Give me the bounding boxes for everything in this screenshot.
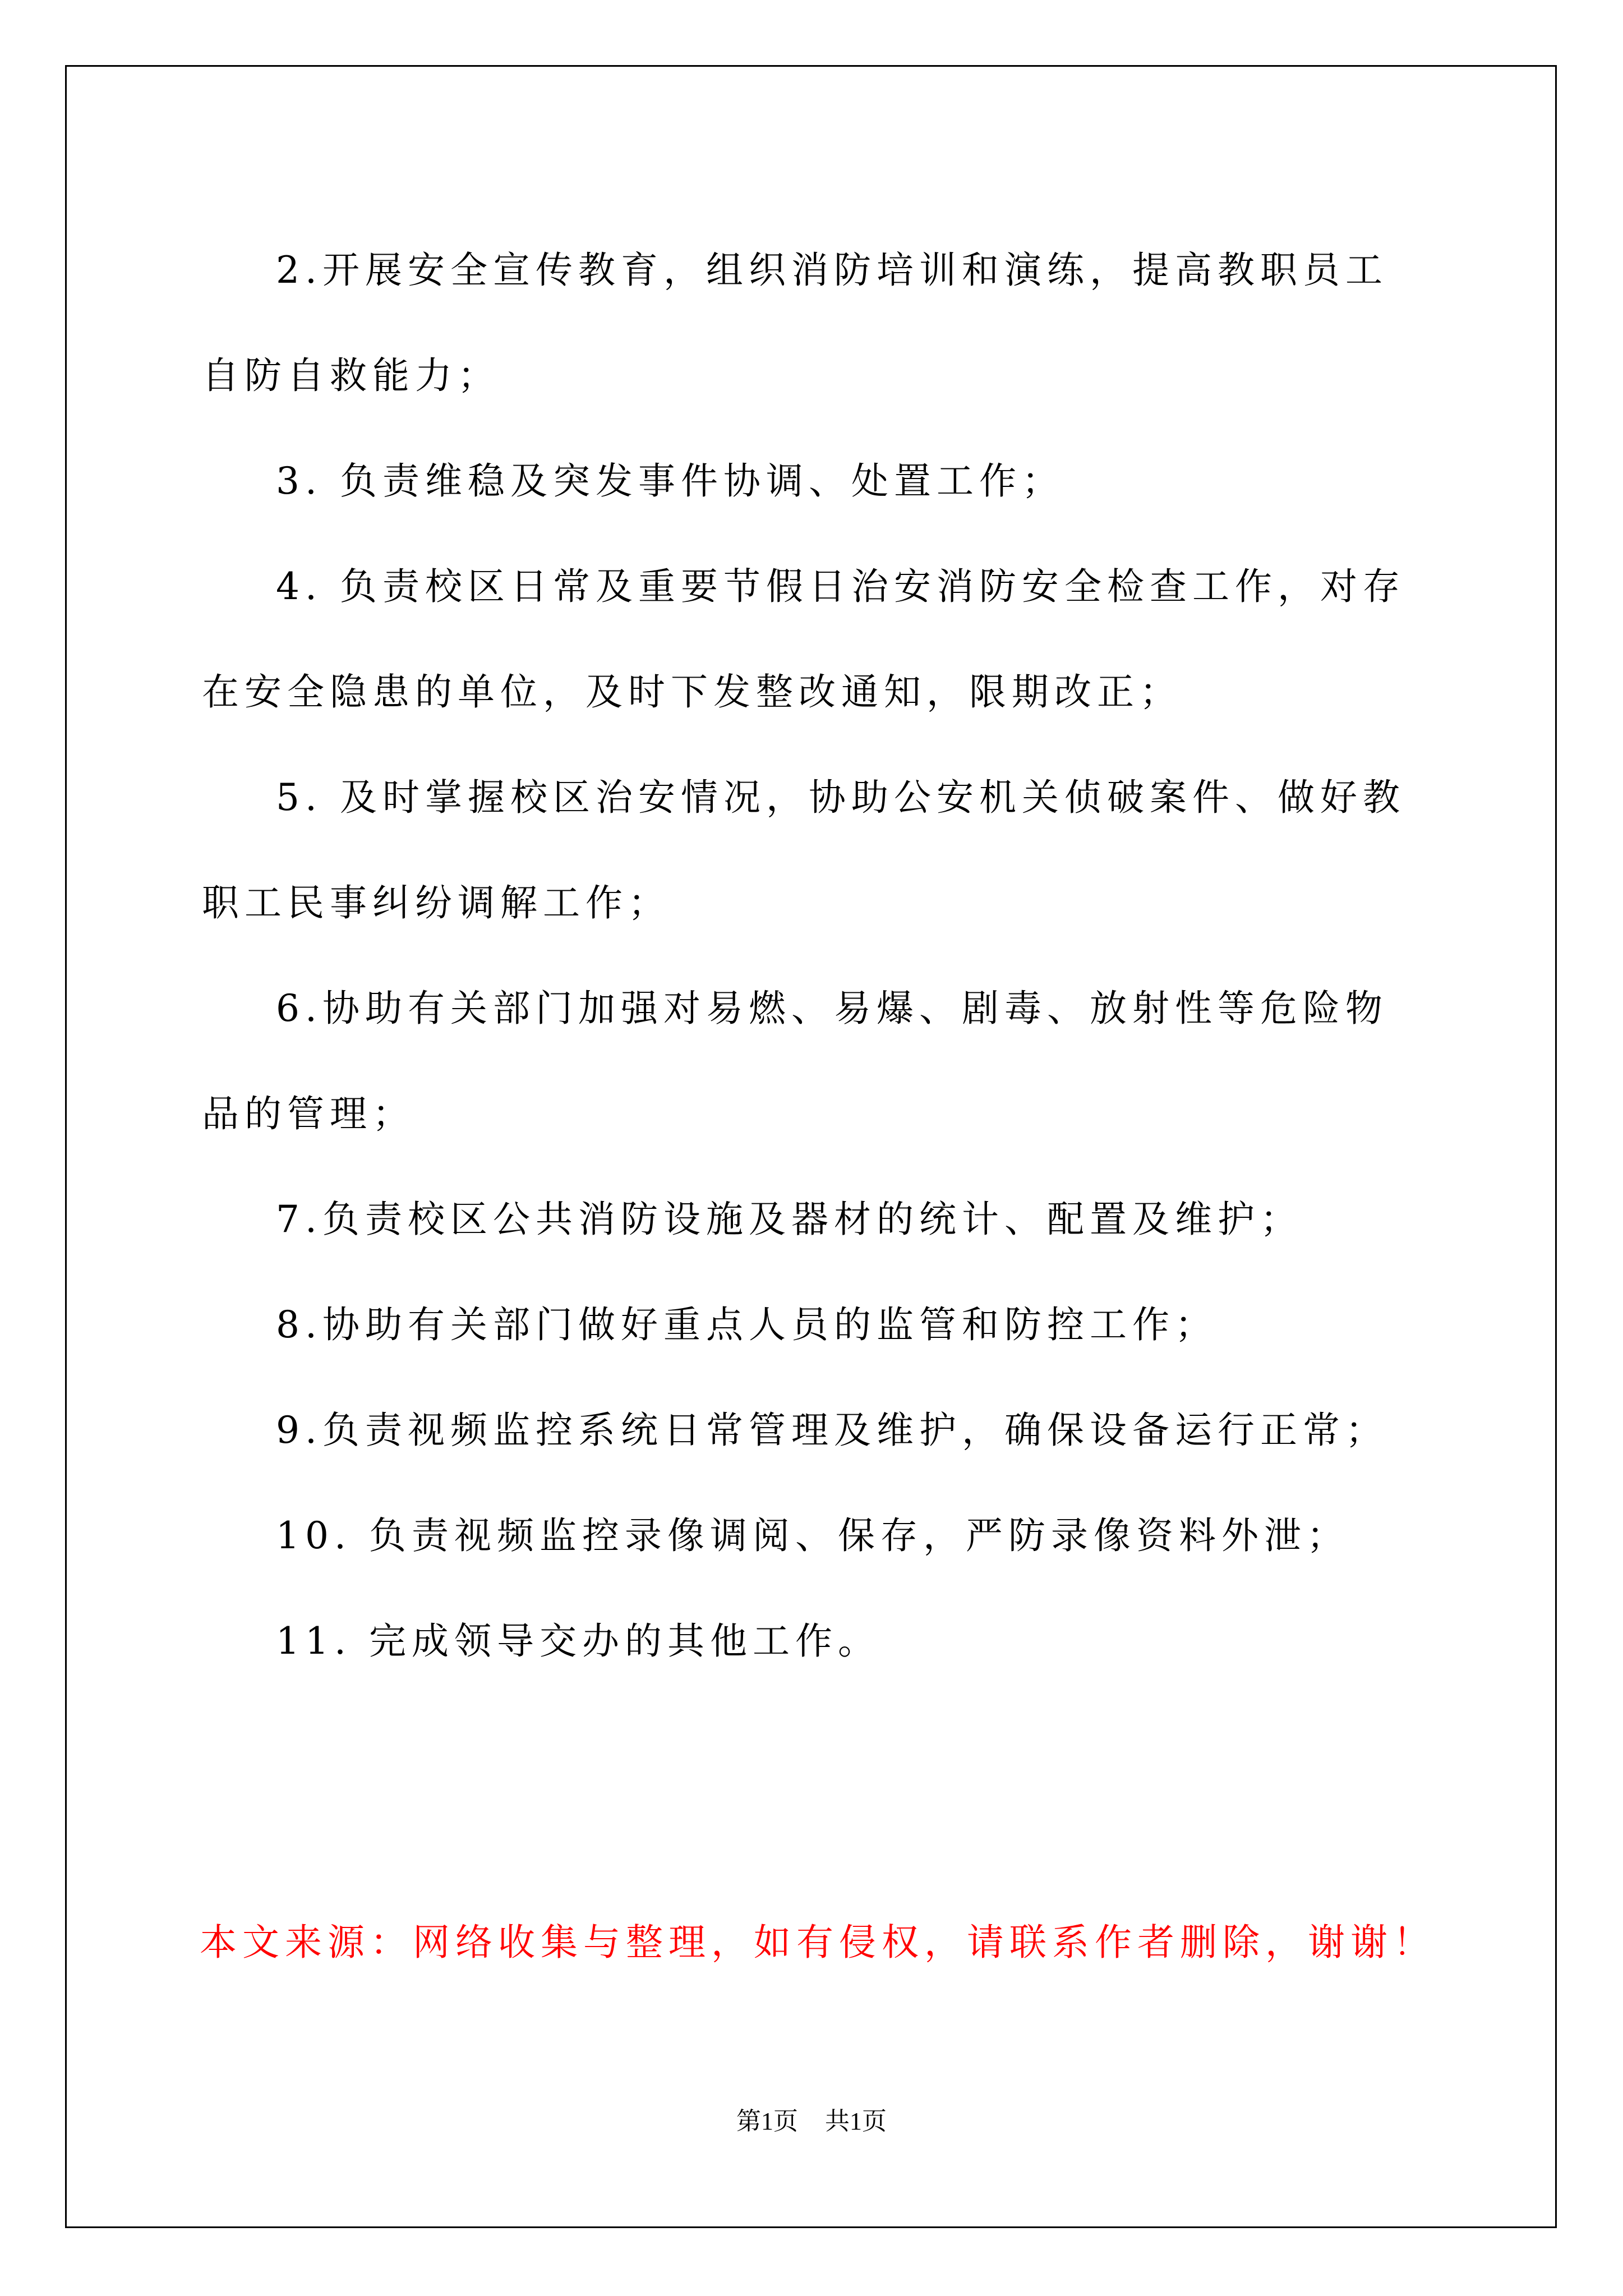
paragraph-item-5: 5. 及时掌握校区治安情况，协助公安机关侦破案件、做好教职工民事纠纷调解工作；	[202, 776, 1405, 924]
paragraph-item-11: 11. 完成领导交办的其他工作。	[276, 1619, 880, 1663]
paragraph-item-7: 7.负责校区公共消防设施及器材的统计、配置及维护；	[276, 1198, 1303, 1241]
source-note: 本文来源：网络收集与整理，如有侵权，请联系作者删除，谢谢！	[200, 1921, 1436, 1964]
current-page-label: 第1页	[736, 2108, 798, 2135]
document-body	[202, 218, 1430, 1694]
paragraph-item-8: 8.协助有关部门做好重点人员的监管和防控工作；	[276, 1303, 1218, 1346]
paragraph-item-3: 3. 负责维稳及突发事件协调、处置工作；	[276, 459, 1064, 503]
total-pages-label: 共1页	[825, 2108, 887, 2135]
paragraph-item-2: 2.开展安全宣传教育，组织消防培训和演练，提高教职员工自防自救能力；	[202, 249, 1388, 397]
paragraph-item-10: 10. 负责视频监控录像调阅、保存，严防录像资料外泄；	[276, 1514, 1349, 1557]
paragraph-item-4: 4. 负责校区日常及重要节假日治安消防安全检查工作，对存在安全隐患的单位，及时下发整改通知，限期改正；	[202, 565, 1405, 714]
paragraph-item-9: 9.负责视频监控系统日常管理及维护，确保设备运行正常；	[276, 1409, 1388, 1452]
paragraph-item-6: 6.协助有关部门加强对易燃、易爆、剧毒、放射性等危险物品的管理；	[202, 987, 1388, 1135]
page-footer	[0, 2105, 1623, 2138]
